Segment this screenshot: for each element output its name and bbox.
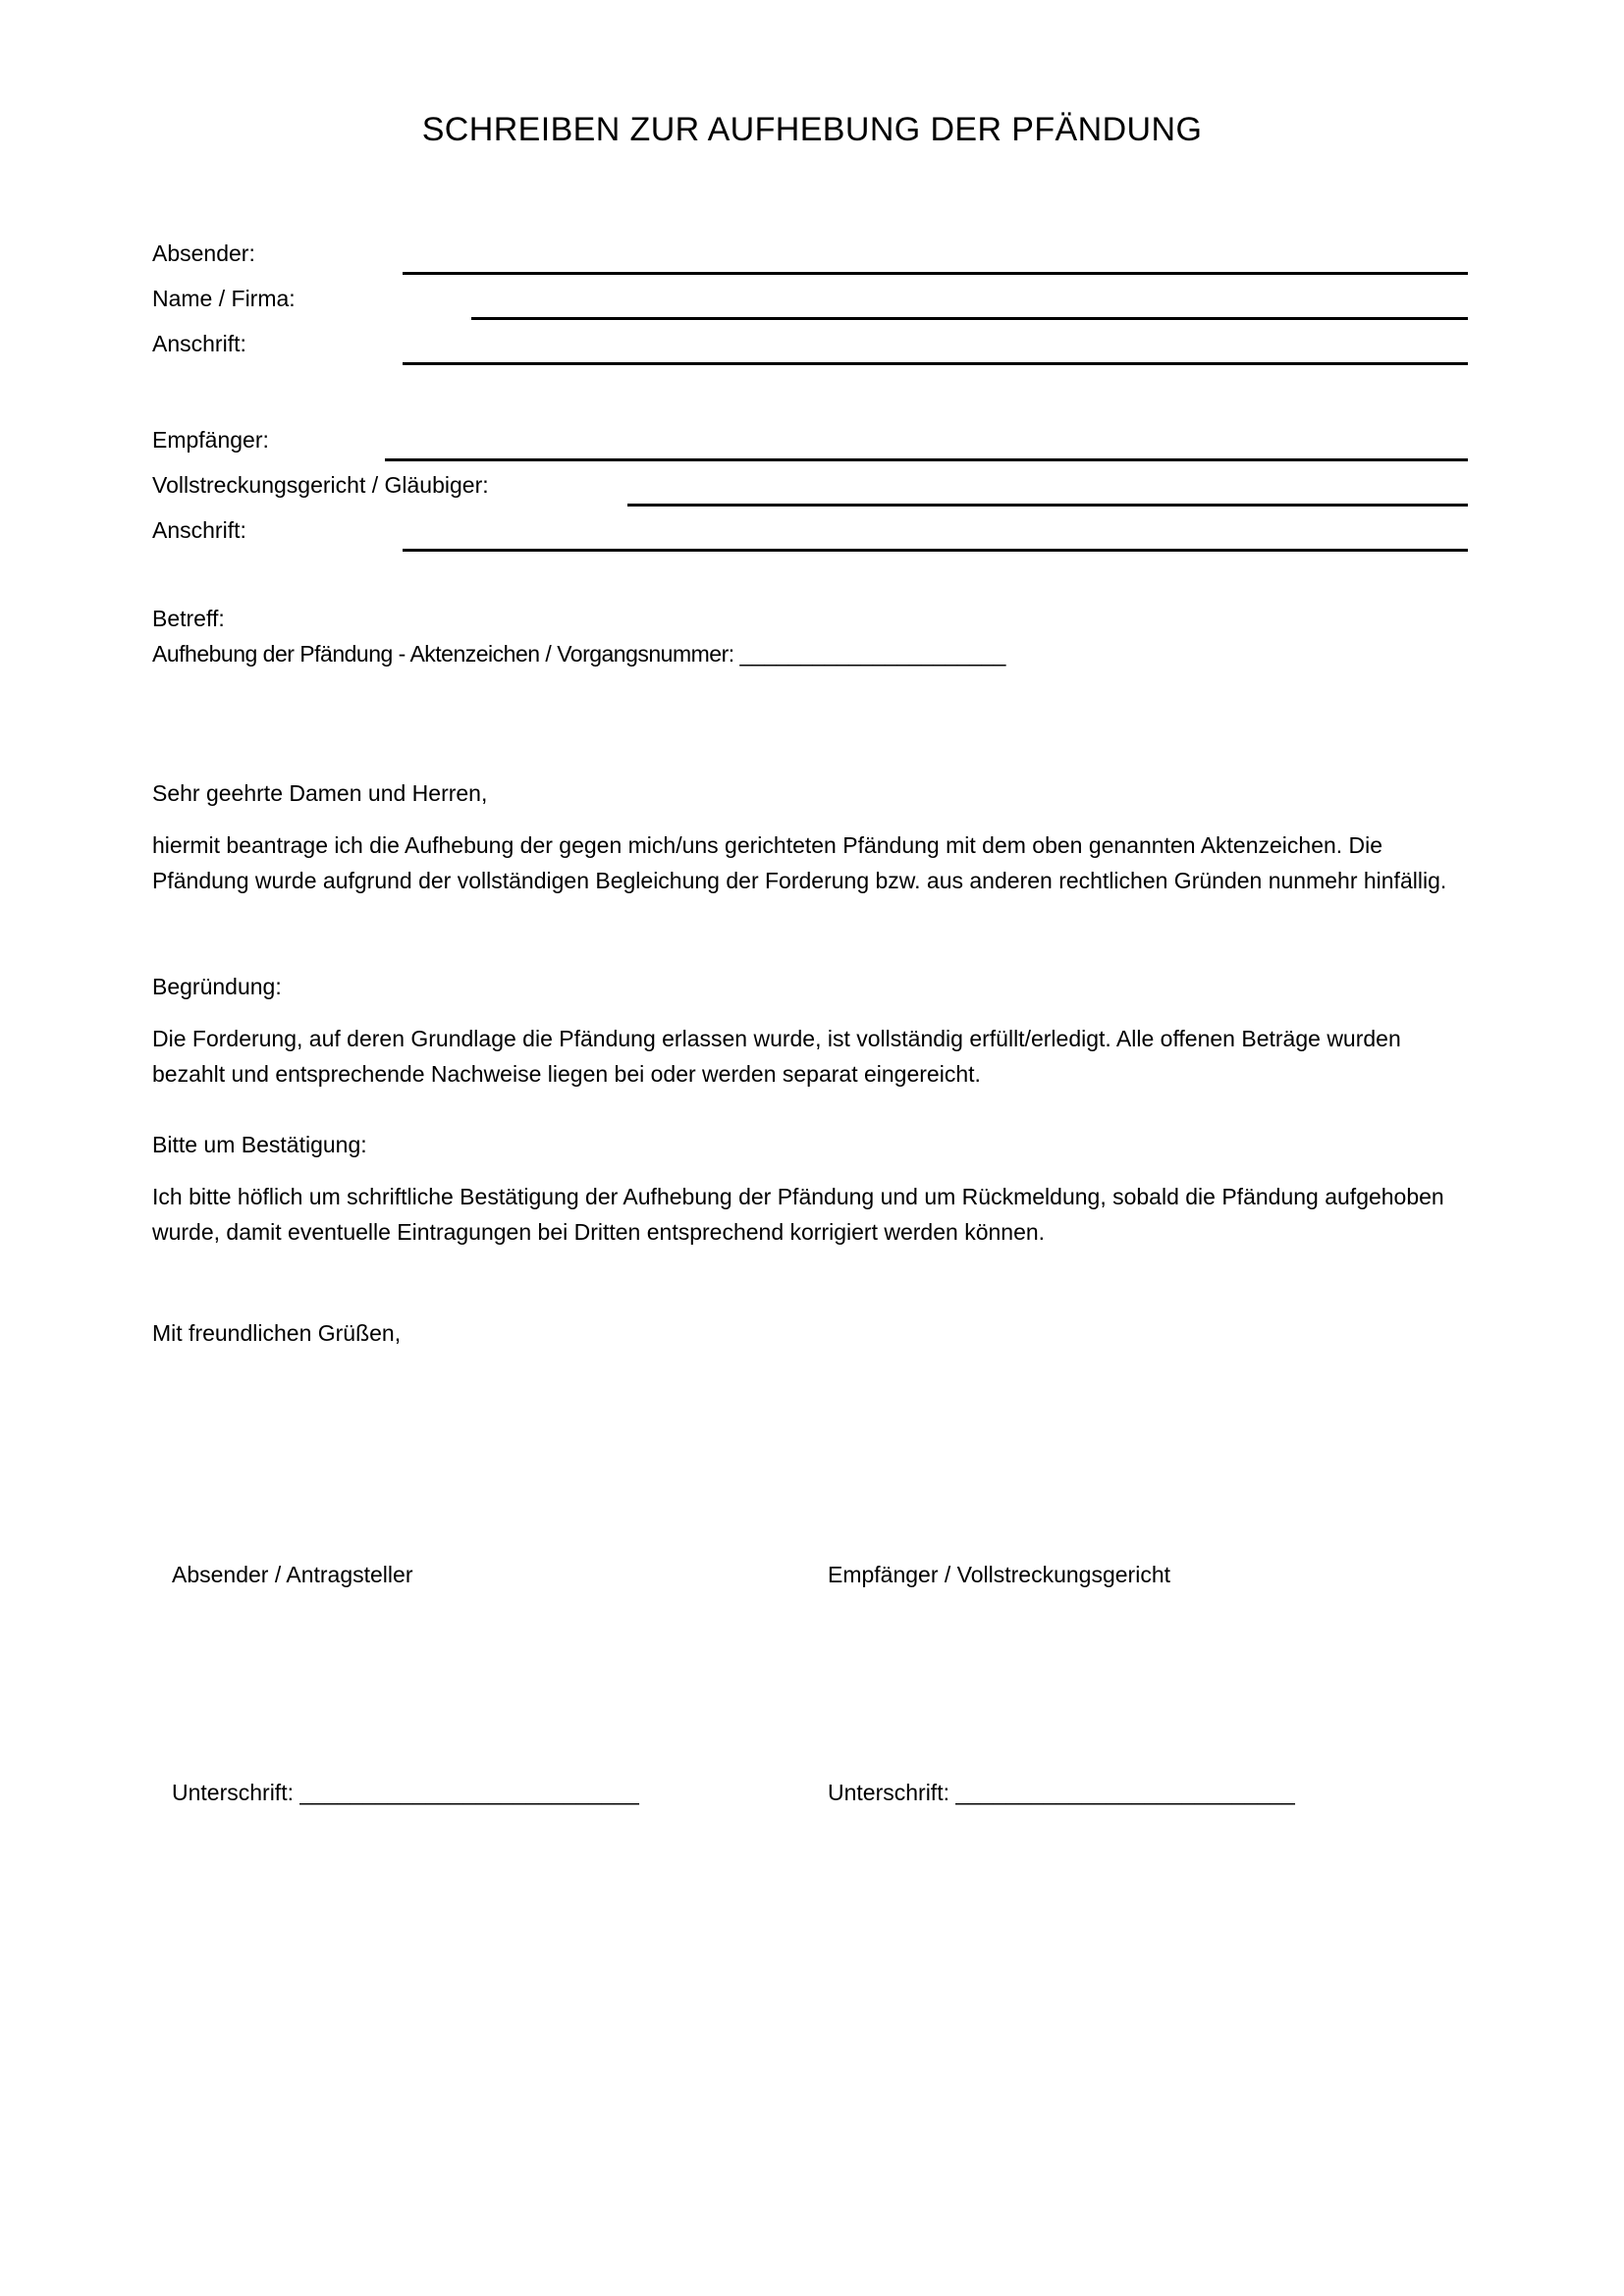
signature-line-right[interactable]: Unterschrift: ___________________________ (828, 1780, 1295, 1805)
intro-paragraph: hiermit beantrage ich die Aufhebung der gegen mich/uns gerichteten Pfändung mit dem oben genannten Aktenzeichen. Die Pfändung wurde aufgrund der vollständigen Begleichung der Forderung bzw. aus anderen rechtlichen Gründen nunmehr hinfällig. (152, 832, 1447, 893)
recipient-rule-anschrift[interactable] (403, 549, 1468, 552)
sender-rule-name-firma[interactable] (471, 317, 1468, 320)
sender-label-absender: Absender: (152, 240, 255, 266)
closing-text: Mit freundlichen Grüßen, (152, 1320, 402, 1346)
confirmation-paragraph: Ich bitte höflich um schriftliche Bestätigung der Aufhebung der Pfändung und um Rückmeldung, sobald die Pfändung aufgehoben wurde, damit eventuelle Eintragungen bei Dritten entsprechend korrigiert werden können. (152, 1184, 1444, 1245)
subject-heading: Betreff: (152, 606, 225, 631)
confirmation-heading: Bitte um Bestätigung: (152, 1132, 367, 1157)
signature-role-left: Absender / Antragsteller (172, 1562, 413, 1587)
confirmation-heading-wrap (152, 1127, 1473, 1162)
sender-label-name-firma: Name / Firma: (152, 286, 296, 311)
salutation (152, 775, 1473, 811)
recipient-row-anschrift (152, 514, 1468, 558)
recipient-row-empfaenger (152, 424, 1468, 467)
reason-heading-wrap (152, 969, 1473, 1004)
sender-row-name-firma (152, 283, 1468, 326)
subject-reference-line[interactable]: Aufhebung der Pfändung - Aktenzeichen / Vorgangsnummer: ______________________ (152, 641, 1005, 667)
sender-row-absender (152, 238, 1468, 281)
reason-heading: Begründung: (152, 974, 282, 999)
recipient-label-anschrift: Anschrift: (152, 517, 246, 543)
sender-rule-absender[interactable] (403, 272, 1468, 275)
recipient-row-gericht-glaeubiger (152, 469, 1468, 512)
signature-role-right: Empfänger / Vollstreckungsgericht (828, 1562, 1171, 1587)
reason-paragraph: Die Forderung, auf deren Grundlage die Pfändung erlassen wurde, ist vollständig erfüllt/erledigt. Alle offenen Beträge wurden bezahlt und entsprechende Nachweise liegen bei oder werden separat eingereicht. (152, 1026, 1401, 1087)
sender-rule-anschrift[interactable] (403, 362, 1468, 365)
recipient-rule-gericht-glaeubiger[interactable] (627, 504, 1468, 507)
recipient-label-gericht-glaeubiger: Vollstreckungsgericht / Gläubiger: (152, 472, 489, 498)
closing-wrap (152, 1315, 1473, 1351)
page-title: SCHREIBEN ZUR AUFHEBUNG DER PFÄNDUNG (421, 111, 1203, 148)
recipient-label-empfaenger: Empfänger: (152, 427, 269, 453)
signature-line-left[interactable]: Unterschrift: ___________________________ (172, 1780, 639, 1805)
subject-section (152, 601, 1473, 671)
sender-label-anschrift: Anschrift: (152, 331, 246, 356)
recipient-rule-empfaenger[interactable] (385, 458, 1468, 461)
sender-row-anschrift (152, 328, 1468, 371)
salutation-text: Sehr geehrte Damen und Herren, (152, 780, 488, 806)
